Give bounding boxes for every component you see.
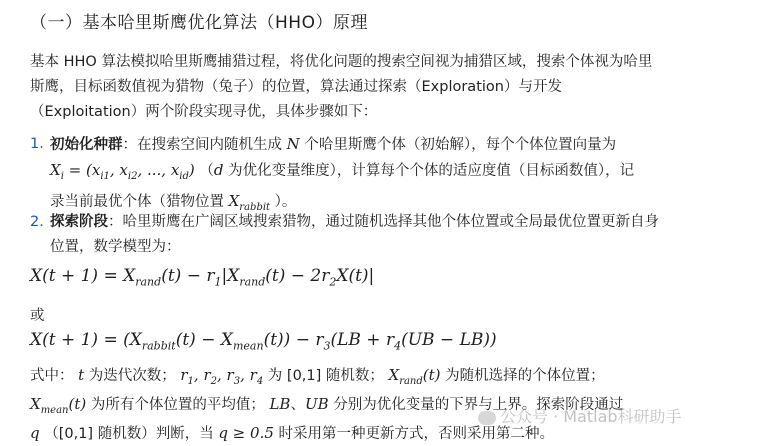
- or-text: 或: [30, 308, 45, 324]
- step-text: 位置，数学模型为：: [50, 239, 181, 255]
- intro-paragraph: [30, 50, 730, 125]
- formula-UB: UB: [304, 395, 329, 413]
- step-title: 探索阶段: [50, 214, 108, 230]
- formula-t: t: [78, 366, 85, 384]
- watermark: [478, 404, 682, 427]
- list-number: 2.: [30, 214, 44, 230]
- step-title: 初始化种群: [50, 137, 123, 153]
- step-text: ：哈里斯鹰在广阔区域搜索猎物，通过随机选择其他个体位置或全局最优位置更新自身: [108, 214, 659, 230]
- intro-line-2: 斯鹰，目标函数值视为猎物（兔子）的位置，算法通过探索（Exploration）与开发: [30, 79, 562, 95]
- formula-x-rabbit: $X_{rabbit}$: [228, 192, 271, 213]
- intro-line-3: （Exploitation）两个阶段实现寻优，具体步骤如下：: [30, 104, 378, 120]
- step-text: ：在搜索空间内随机生成: [122, 137, 282, 153]
- formula-x-rand: $X_{rand}(t)$: [388, 366, 441, 387]
- equation-2: $X(t + 1) = (X_{rabbit}(t) - X_{mean}(t)) - r_3(LB + r_4(UB - LB))$: [30, 330, 497, 353]
- intro-line-1: 基本 HHO 算法模拟哈里斯鹰捕猎过程，将优化问题的搜索空间视为捕猎区域，搜索个体视为哈里: [30, 54, 653, 70]
- step-text: 为优化变量维度），计算每个个体的适应度值（目标函数值），记: [228, 163, 635, 179]
- step-text: 录当前最优个体（猎物位置: [50, 194, 224, 210]
- list-number: 1.: [30, 136, 44, 152]
- formula-position-vector: $X_i = (x_{i1}$, $x_{i2}$, ..., $x_{id}$): [50, 161, 195, 182]
- step-text: ）。: [274, 194, 297, 210]
- note-text: 、: [290, 397, 305, 413]
- equation-1: $X(t + 1) = X_{rand}(t) - r_1|X_{rand}(t) - 2r_2X(t)|$: [30, 266, 375, 289]
- step-text: （: [199, 163, 214, 179]
- note-text: 为所有个体位置的平均值；: [90, 397, 265, 413]
- formula-x-mean: $X_{mean}(t)$: [30, 395, 87, 416]
- list-item-explore: [30, 210, 730, 260]
- note-text: （[0,1] 随机数）判断，当: [44, 426, 214, 442]
- watermark-text: 公众号 · Matlab科研助手: [500, 407, 682, 426]
- note-text: 分别为优化变量的下界与上界。探索阶段通过: [333, 397, 624, 413]
- note-text: 式中：: [30, 368, 74, 384]
- formula-q: q: [30, 424, 40, 442]
- note-text: 为 [0,1] 随机数；: [267, 368, 384, 384]
- formula-N: N: [286, 135, 300, 153]
- wechat-icon: [478, 411, 496, 425]
- note-text: 为随机选择的个体位置；: [445, 368, 605, 384]
- formula-LB: LB: [269, 395, 291, 413]
- list-item-init: [30, 132, 730, 220]
- note-text: 为迭代次数；: [88, 368, 176, 384]
- section-heading: （一）基本哈里斯鹰优化算法（HHO）原理: [30, 13, 368, 33]
- step-text: 个哈里斯鹰个体（初始解），每个个体位置向量为: [304, 137, 617, 153]
- formula-d: d: [213, 161, 224, 179]
- formula-r-set: $r_1$, $r_2$, $r_3$, $r_4$: [180, 366, 264, 387]
- note-text: 时采用第一种更新方式，否则采用第二种。: [278, 426, 554, 442]
- formula-q-threshold: q ≥ 0.5: [218, 424, 274, 442]
